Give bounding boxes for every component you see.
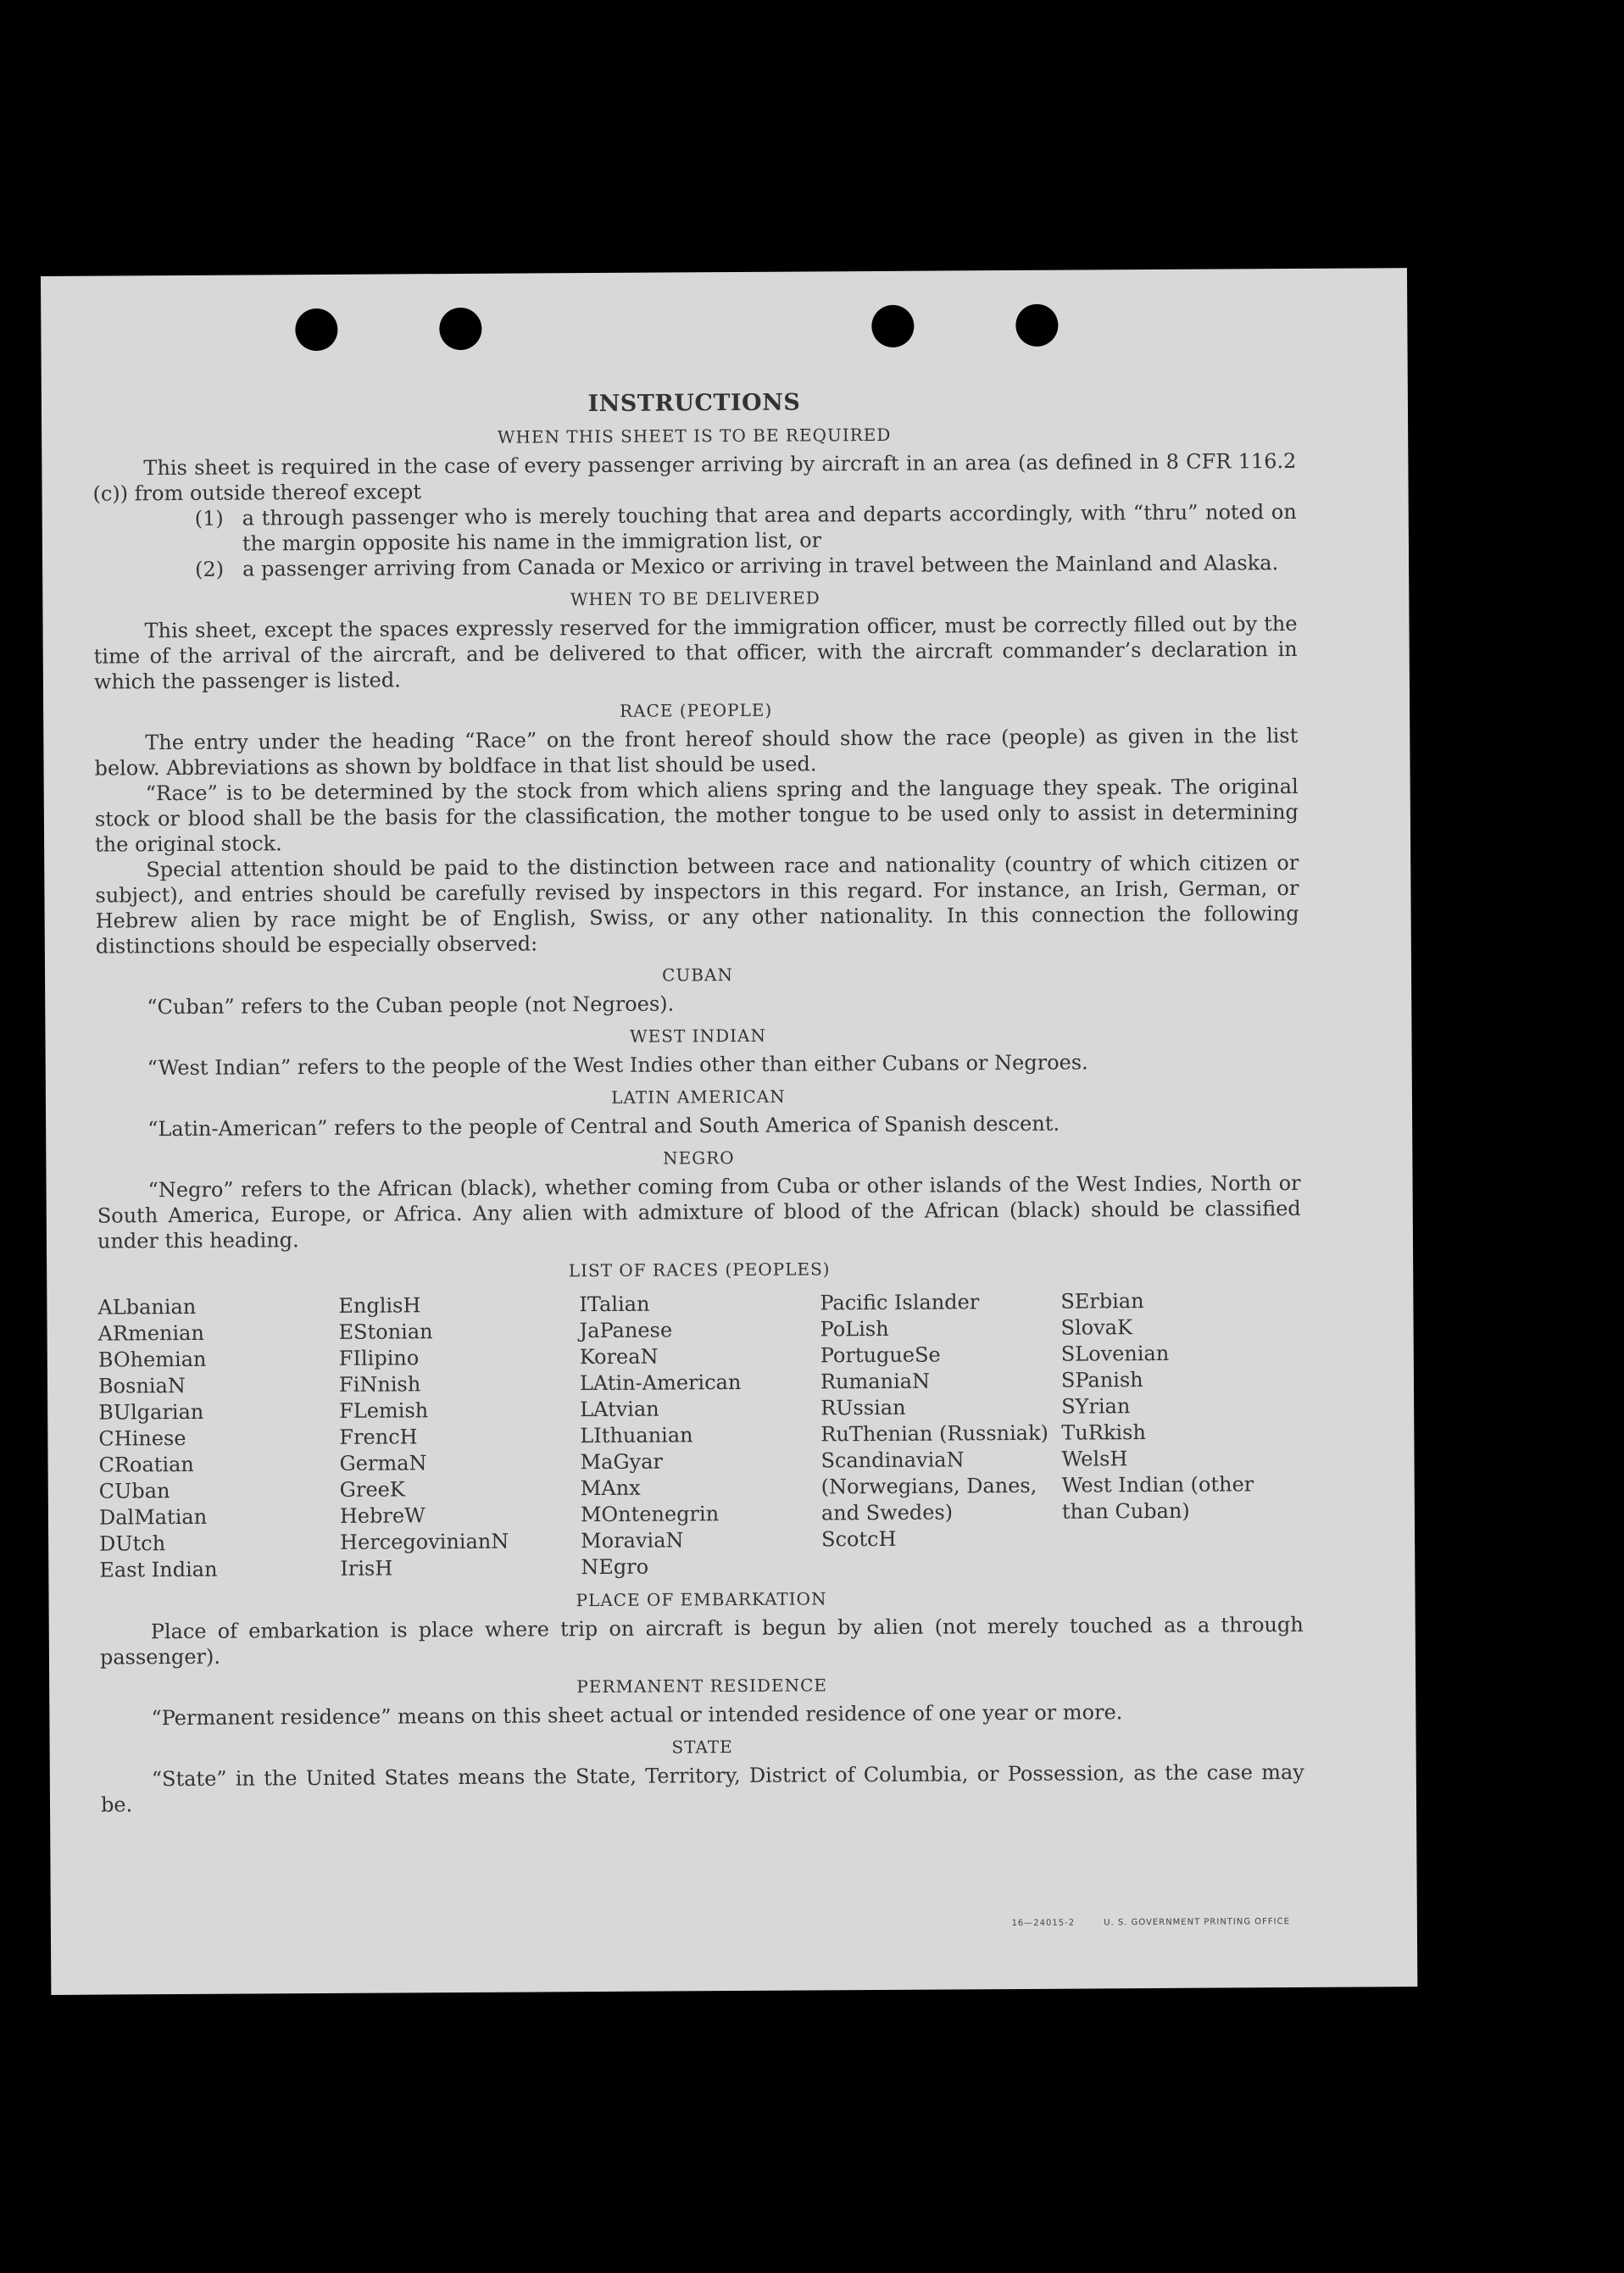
paragraph: “Cuban” refers to the Cuban people (not Negroes). bbox=[147, 992, 675, 1020]
race-entry: DUtch bbox=[99, 1531, 166, 1556]
races-column bbox=[97, 1293, 340, 1584]
race-entry: CUban bbox=[98, 1479, 170, 1503]
punch-hole bbox=[439, 308, 481, 350]
races-column bbox=[1060, 1287, 1303, 1578]
race-entry: LAtin-American bbox=[579, 1370, 742, 1396]
paragraph: This sheet, except the spaces expressly reserved for the immigration officer, must be correctly filled out by the time of the arrival of the aircraft, and be delivered to that officer, with the aircraft commander’s declaration in which the passenger is listed. bbox=[93, 611, 1298, 694]
punch-hole bbox=[1015, 304, 1058, 347]
race-entry: MOntenegrin bbox=[580, 1502, 720, 1527]
paragraph: “Latin-American” refers to the people of Central and South America of Spanish descent. bbox=[147, 1111, 1060, 1142]
race-entry: JaPanese bbox=[579, 1318, 673, 1343]
paragraph: Place of embarkation is place where trip on aircraft is begun by alien (not merely touched as a through passenger). bbox=[99, 1612, 1304, 1670]
race-entry: SlovaK bbox=[1060, 1315, 1133, 1340]
race-entry: HercegovinianN bbox=[340, 1529, 509, 1554]
race-entry: EStonian bbox=[338, 1320, 433, 1344]
item-text: a through passenger who is merely touching that area and departs accordingly, with “thru” noted on the margin opposite his name in the immigration list, or bbox=[242, 499, 1297, 556]
race-entry: BosniaN bbox=[97, 1373, 186, 1398]
race-entry: GreeK bbox=[339, 1477, 405, 1502]
race-entry: FIlipino bbox=[338, 1346, 420, 1370]
race-entry: HebreW bbox=[339, 1503, 425, 1528]
race-entry: FLemish bbox=[339, 1398, 429, 1423]
races-column bbox=[820, 1289, 1062, 1580]
race-entry: KoreaN bbox=[579, 1344, 659, 1370]
section-heading: WEST INDIAN bbox=[629, 1025, 766, 1047]
race-entry: BUlgarian bbox=[98, 1399, 204, 1425]
document-page bbox=[41, 268, 1417, 1995]
section-heading: NEGRO bbox=[663, 1148, 735, 1169]
section-heading: STATE bbox=[671, 1737, 733, 1758]
races-column bbox=[579, 1290, 821, 1581]
list-item bbox=[195, 499, 1297, 557]
item-text: a passenger arriving from Canada or Mexico or arriving in travel between the Mainland and Alaska. bbox=[242, 551, 1279, 581]
race-entry: SPanish bbox=[1060, 1368, 1143, 1392]
race-entry: SLovenian bbox=[1060, 1341, 1170, 1366]
form-code: 16—24015-2 bbox=[1011, 1918, 1076, 1929]
race-entry: ScandinaviaN (Norwegians, Danes, and Swedes) bbox=[820, 1448, 1037, 1526]
paragraph: “Race” is to be determined by the stock from which aliens spring and the language they speak. The original stock or blood shall be the basis for the classification, the mother tongue to be used only to assist in determining the original stock. bbox=[94, 774, 1299, 857]
paragraph: “Permanent residence” means on this sheet actual or intended residence of one year or more. bbox=[151, 1700, 1123, 1731]
item-number: (1) bbox=[194, 506, 224, 531]
punch-hole bbox=[295, 308, 337, 351]
race-entry: SYrian bbox=[1061, 1394, 1131, 1419]
race-entry: RuThenian (Russniak) bbox=[820, 1420, 1049, 1447]
race-entry: RUssian bbox=[820, 1395, 906, 1420]
paragraph: “State” in the United States means the State, Territory, District of Columbia, or Possession, as the case may be. bbox=[100, 1759, 1304, 1817]
race-entry: DalMatian bbox=[98, 1504, 208, 1530]
race-entry: MaGyar bbox=[580, 1449, 664, 1475]
section-heading: LATIN AMERICAN bbox=[611, 1086, 786, 1108]
race-entry: MoraviaN bbox=[581, 1528, 684, 1553]
races-table bbox=[97, 1287, 1303, 1584]
race-entry: CRoatian bbox=[98, 1452, 194, 1477]
race-entry: FiNnish bbox=[338, 1372, 421, 1397]
section-heading: PERMANENT RESIDENCE bbox=[576, 1675, 828, 1698]
race-entry: RumaniaN bbox=[820, 1369, 931, 1394]
paragraph: “West Indian” refers to the people of the West Indies other than either Cubans or Negroes. bbox=[147, 1050, 1088, 1081]
printer-name: U. S. GOVERNMENT PRINTING OFFICE bbox=[1104, 1917, 1290, 1928]
race-entry: Pacific Islander bbox=[820, 1290, 980, 1315]
race-entry: LAtvian bbox=[580, 1397, 659, 1422]
race-entry: ITalian bbox=[579, 1292, 650, 1317]
races-column bbox=[338, 1292, 581, 1582]
race-entry: ALbanian bbox=[97, 1294, 197, 1320]
paragraph: The entry under the heading “Race” on the front hereof should show the race (people) as given in the list below. Abbreviations as shown by boldface in that list should be used. bbox=[94, 723, 1299, 781]
race-entry: LIthuanian bbox=[580, 1423, 693, 1448]
print-code bbox=[987, 1917, 1290, 1928]
section-heading: RACE (PEOPLE) bbox=[619, 699, 773, 721]
race-entry: PortugueSe bbox=[820, 1342, 941, 1368]
race-entry: IrisH bbox=[340, 1556, 393, 1581]
item-number: (2) bbox=[195, 557, 225, 581]
race-entry: NEgro bbox=[581, 1554, 649, 1580]
race-entry: CHinese bbox=[98, 1425, 186, 1451]
paragraph: Special attention should be paid to the distinction between race and nationality (country of which citizen or subject), and entries should be carefully revised by inspectors in this regard. For instance, an Irish, German, or Hebrew alien by race might be of English, Swiss, or any other nationality. In this connection the following distinctions should be especially observed: bbox=[95, 850, 1299, 959]
race-entry: BOhemian bbox=[97, 1347, 207, 1372]
race-entry: ScotcH bbox=[821, 1526, 897, 1552]
race-entry: West Indian (other than Cuban) bbox=[1061, 1472, 1254, 1524]
section-heading: WHEN THIS SHEET IS TO BE REQUIRED bbox=[497, 424, 892, 447]
race-entry: FrencH bbox=[339, 1425, 418, 1449]
section-heading: PLACE OF EMBARKATION bbox=[576, 1588, 827, 1611]
paragraph: “Negro” refers to the African (black), whether coming from Cuba or other islands of the West Indies, North or South America, Europe, or Africa. Any alien with admixture of blood of the African (black) should be classified under this heading. bbox=[97, 1170, 1301, 1253]
punch-hole bbox=[871, 305, 914, 347]
race-entry: ARmenian bbox=[97, 1320, 204, 1346]
race-entry: East Indian bbox=[99, 1557, 218, 1582]
document-title: INSTRUCTIONS bbox=[587, 389, 801, 418]
race-entry: WelsH bbox=[1061, 1447, 1128, 1471]
race-entry: PoLish bbox=[820, 1316, 889, 1342]
section-heading: CUBAN bbox=[662, 964, 734, 986]
race-entry: EnglisH bbox=[338, 1293, 421, 1318]
race-entry: MAnx bbox=[580, 1476, 641, 1501]
races-heading: LIST OF RACES (PEOPLES) bbox=[568, 1259, 831, 1281]
race-entry: SErbian bbox=[1060, 1289, 1144, 1314]
document-body bbox=[92, 387, 1304, 1818]
race-entry: GermaN bbox=[339, 1451, 427, 1476]
race-entry: TuRkish bbox=[1061, 1420, 1146, 1445]
section-heading: WHEN TO BE DELIVERED bbox=[570, 587, 820, 610]
paragraph: This sheet is required in the case of every passenger arriving by aircraft in an area (as defined in 8 CFR 116.2 (c)) from outside thereof except bbox=[92, 448, 1297, 506]
